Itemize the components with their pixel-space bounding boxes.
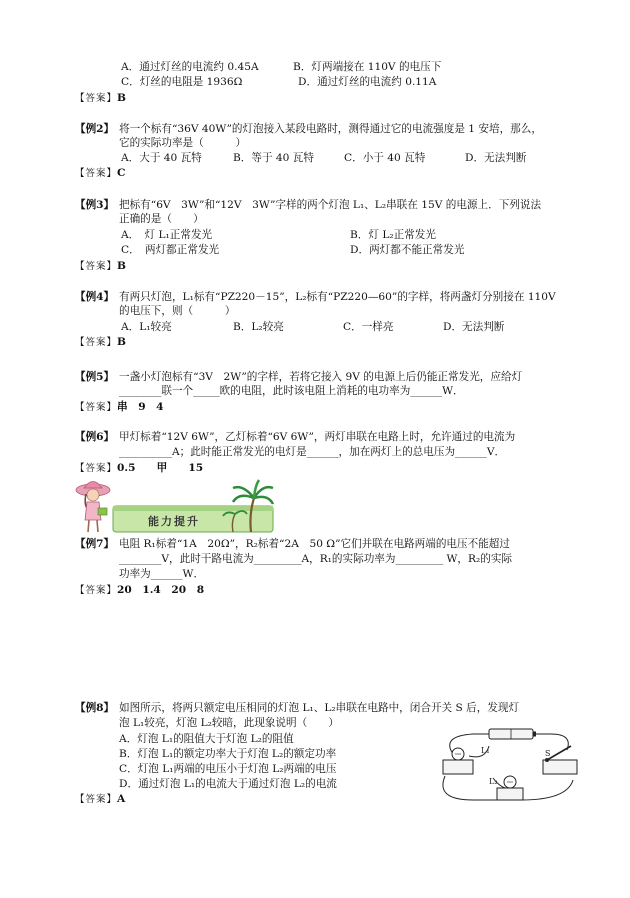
section-title: 能力提升 xyxy=(148,515,200,528)
q2-answer: C xyxy=(117,167,126,179)
q8-option-d: D．通过灯泡 L₁的电流大于通过灯泡 L₂的电流 xyxy=(119,778,337,790)
q2-option-d: D．无法判断 xyxy=(465,152,527,164)
q8-tag: 【例8】 xyxy=(75,702,115,714)
q3-option-c: C． 两灯都正常发光 xyxy=(121,244,220,256)
q4-option-c: C．一样亮 xyxy=(343,321,394,333)
q1-option-d: D．通过灯丝的电流约 0.11A xyxy=(298,76,437,88)
q4-answer-row xyxy=(75,335,126,350)
q8-option-c: C．灯泡 L₁两端的电压小于灯泡 L₂两端的电压 xyxy=(119,763,337,775)
q3-answer-row xyxy=(75,259,126,274)
q4-text-line1: 有两只灯泡，L₁标有“PZ220－15”，L₂标有“PZ220—60”的字样，将两盏灯分别接在 110V xyxy=(119,291,556,303)
switch-label: S xyxy=(545,749,551,758)
q8-answer-tag: 【答案】 xyxy=(75,794,118,805)
circuit-diagram xyxy=(433,726,581,804)
q2-tag: 【例2】 xyxy=(75,123,115,135)
q4-text-line2: 的电压下，则（ ） xyxy=(119,305,236,317)
q7-answer-row xyxy=(75,583,204,598)
q7-text-line3: 功率为______W． xyxy=(119,568,205,580)
q8-option-b: B．灯泡 L₁的额定功率大于灯泡 L₂的额定功率 xyxy=(119,748,337,760)
q8-text-line1: 如图所示，将两只额定电压相同的灯泡 L₁、L₂串联在电路中，闭合开关 S 后，发现灯 xyxy=(119,702,520,714)
q6-text-line2: __________A；此时能正常发光的电灯是______，加在两灯上的总电压为______V． xyxy=(119,446,506,458)
q6-text-line1: 甲灯标着“12V 6W”，乙灯标着“6V 6W”，两灯串联在电路上时，允许通过的电流为 xyxy=(119,431,516,443)
q4-option-d: D．无法判断 xyxy=(443,321,505,333)
l2-label: L₂ xyxy=(489,777,498,786)
lamp-l1-icon xyxy=(443,748,473,774)
q7-text-line2: ________V，此时干路电流为_________A，R₁的实际功率为_________ W，R₂的实际 xyxy=(119,553,513,565)
q2-option-b: B．等于 40 瓦特 xyxy=(233,152,314,164)
q1-option-c: C．灯丝的电阻是 1936Ω xyxy=(121,76,243,88)
q5-answer-tag: 【答案】 xyxy=(75,402,118,413)
q4-option-a: A．L₁较亮 xyxy=(121,321,172,333)
q7-answer: 20 1.4 20 8 xyxy=(117,584,205,596)
q7-answer-tag: 【答案】 xyxy=(75,585,118,596)
q4-tag: 【例4】 xyxy=(75,291,115,303)
q3-text-line2: 正确的是（ ） xyxy=(119,213,204,225)
q8-answer: A xyxy=(117,793,126,805)
q6-answer-tag: 【答案】 xyxy=(75,463,118,474)
q2-option-a: A．大于 40 瓦特 xyxy=(121,152,202,164)
q3-answer-tag: 【答案】 xyxy=(75,261,118,272)
q3-tag: 【例3】 xyxy=(75,199,115,211)
q8-option-a: A．灯泡 L₁的阻值大于灯泡 L₂的阻值 xyxy=(119,733,294,745)
q1-answer-row xyxy=(75,91,126,106)
q5-text-line1: 一盏小灯泡标有“3V 2W”的字样，若将它接入 9V 的电源上后仍能正常发光，应给灯 xyxy=(119,371,523,383)
q4-option-b: B．L₂较亮 xyxy=(233,321,284,333)
q3-option-a: A． 灯 L₁正常发光 xyxy=(121,229,213,241)
q8-text-line2: 泡 L₁较亮，灯泡 L₂较暗，此现象说明（ ） xyxy=(119,717,339,729)
q5-tag: 【例5】 xyxy=(75,371,115,383)
q7-text-line1: 电阻 R₁标着“1A 20Ω”，R₂标着“2A 50 Ω”它们并联在电路两端的电压不能超过 xyxy=(119,538,510,550)
q2-answer-tag: 【答案】 xyxy=(75,168,118,179)
l1-label: L₁ xyxy=(481,746,490,755)
q5-answer: 串 9 4 xyxy=(117,401,164,413)
battery-icon xyxy=(489,729,536,739)
q7-tag: 【例7】 xyxy=(75,538,115,550)
q3-option-d: D．两灯都不能正常发光 xyxy=(350,244,465,256)
q5-text-line2: ________联一个_____欧的电阻，此时该电阻上消耗的电功率为______W． xyxy=(119,385,464,397)
q1-answer: B xyxy=(117,92,126,104)
q4-answer-tag: 【答案】 xyxy=(75,337,118,348)
q2-text-line2: 它的实际功率是（ ） xyxy=(119,137,247,149)
q2-option-c: C．小于 40 瓦特 xyxy=(344,152,426,164)
girl-with-hat-illustration xyxy=(76,482,110,533)
q1-option-a: A．通过灯丝的电流约 0.45A xyxy=(121,61,259,73)
q6-answer: 0.5 甲 15 xyxy=(117,462,204,474)
q8-answer-row xyxy=(75,792,125,807)
q6-tag: 【例6】 xyxy=(75,431,115,443)
q4-answer: B xyxy=(117,336,126,348)
q1-option-b: B．灯两端接在 110V 的电压下 xyxy=(293,61,442,73)
lamp-l2-icon xyxy=(497,776,523,800)
q3-option-b: B．灯 L₂正常发光 xyxy=(350,229,436,241)
q1-answer-tag: 【答案】 xyxy=(75,93,118,104)
q3-answer: B xyxy=(117,260,126,272)
q3-text-line1: 把标有“6V 3W”和“12V 3W”字样的两个灯泡 L₁、L₂串联在 15V 的电源上．下列说法 xyxy=(119,199,542,211)
q2-answer-row xyxy=(75,166,125,181)
q5-answer-row xyxy=(75,400,164,415)
q2-text-line1: 将一个标有“36V 40W”的灯泡接入某段电路时，测得通过它的电流强度是 1 安培，那么， xyxy=(119,123,542,135)
